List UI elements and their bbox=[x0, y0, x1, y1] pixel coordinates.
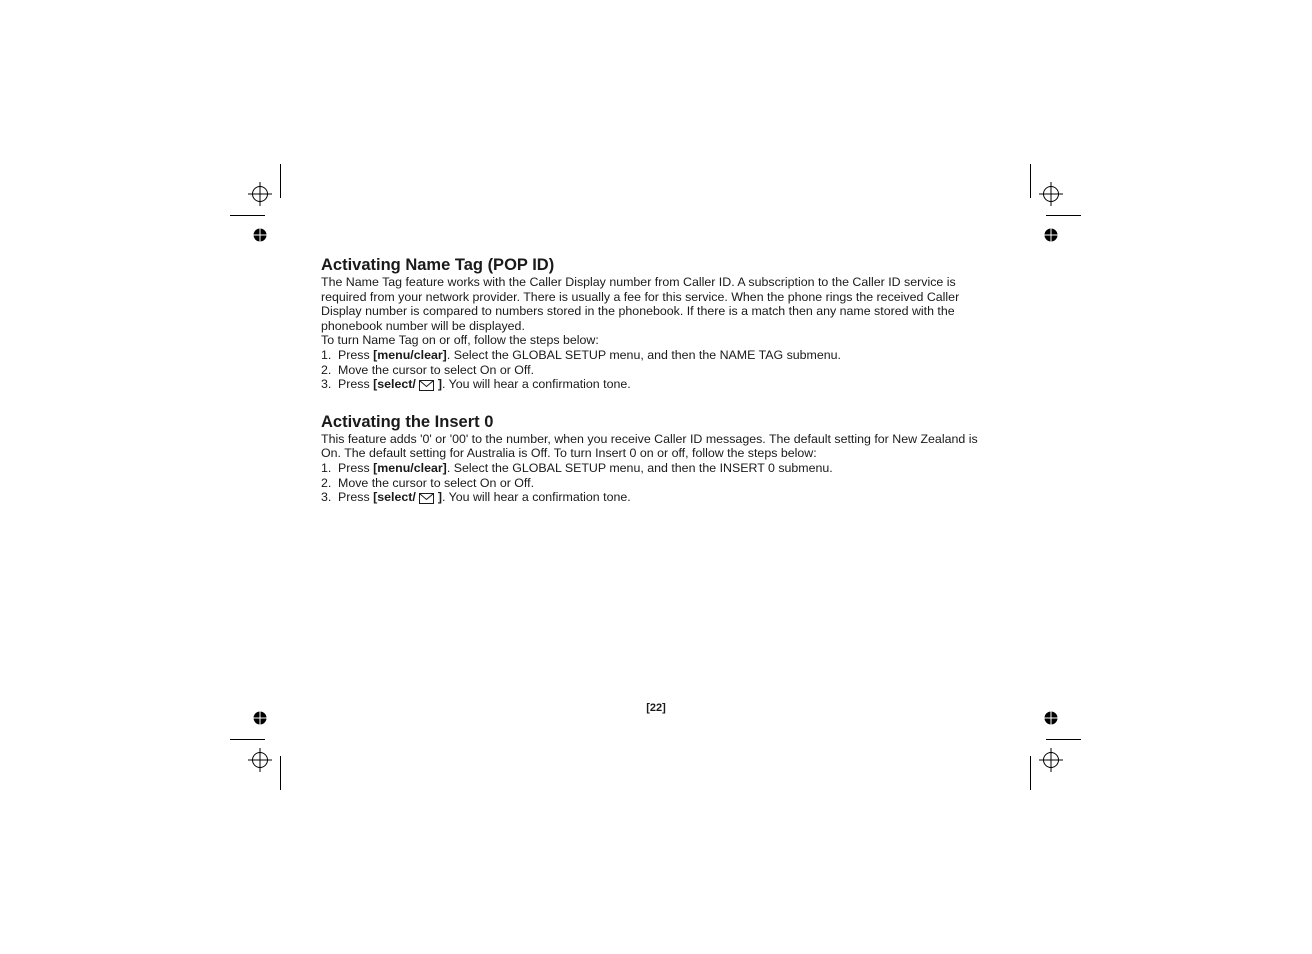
step-text bbox=[338, 461, 833, 476]
step-text-post: . You will hear a confirmation tone. bbox=[441, 490, 631, 505]
step-text-pre: Press bbox=[338, 347, 374, 362]
step-text: Move the cursor to select On or Off. bbox=[338, 362, 535, 377]
step-text-pre: Press bbox=[338, 460, 374, 475]
step-number: 3. bbox=[321, 490, 332, 505]
list-item bbox=[321, 377, 1001, 392]
list-item bbox=[321, 476, 1001, 491]
section-paragraph: To turn Name Tag on or off, follow the steps below: bbox=[321, 333, 599, 348]
step-number: 2. bbox=[321, 362, 332, 377]
step-key: [select/ bbox=[373, 377, 416, 392]
registration-target-icon bbox=[1039, 748, 1063, 772]
registration-target-icon bbox=[1039, 182, 1063, 206]
step-text-pre: Press bbox=[338, 377, 374, 392]
step-text bbox=[338, 348, 841, 363]
step-number: 3. bbox=[321, 377, 332, 392]
steps-list bbox=[321, 348, 1001, 392]
page-content bbox=[321, 256, 1001, 505]
step-text bbox=[338, 377, 631, 392]
registration-target-icon bbox=[248, 748, 272, 772]
step-text-pre: Press bbox=[338, 490, 374, 505]
section-title: Activating Name Tag (POP ID) bbox=[321, 256, 555, 274]
registration-target-icon bbox=[248, 182, 272, 206]
step-key-end: ] bbox=[437, 377, 442, 392]
steps-list bbox=[321, 461, 1001, 505]
section-paragraph: The Name Tag feature works with the Caller Display number from Caller ID. A subscription to the Caller ID service is required from your network provider. There is usually a fee for this service. When the phone rings the received Caller Display number is compared to numbers stored in the phonebook. If there is a match then any name stored with the phonebook number will be displayed. bbox=[321, 275, 960, 333]
list-item bbox=[321, 363, 1001, 378]
step-key: [select/ bbox=[373, 490, 416, 505]
list-item bbox=[321, 461, 1001, 476]
section-paragraph: This feature adds '0' or '00' to the number, when you receive Caller ID messages. The default setting for New Zealand is On. The default setting for Australia is Off. To turn Insert 0 on or off, follow the steps below: bbox=[321, 431, 978, 461]
page-number: [22] bbox=[646, 702, 666, 714]
step-number: 1. bbox=[321, 347, 332, 362]
step-text-post: . Select the GLOBAL SETUP menu, and then the NAME TAG submenu. bbox=[446, 347, 841, 362]
list-item bbox=[321, 490, 1001, 505]
envelope-icon bbox=[419, 380, 434, 391]
step-key-end: ] bbox=[437, 490, 442, 505]
step-text-post: . Select the GLOBAL SETUP menu, and then the INSERT 0 submenu. bbox=[446, 460, 833, 475]
step-key: [menu/clear] bbox=[373, 460, 447, 475]
step-text-post: . You will hear a confirmation tone. bbox=[441, 377, 631, 392]
step-text: Move the cursor to select On or Off. bbox=[338, 475, 535, 490]
list-item bbox=[321, 348, 1001, 363]
step-text bbox=[338, 490, 631, 505]
section-insert-0 bbox=[321, 413, 1001, 505]
step-number: 1. bbox=[321, 460, 332, 475]
registration-dot-icon bbox=[1043, 227, 1059, 243]
step-number: 2. bbox=[321, 475, 332, 490]
section-title: Activating the Insert 0 bbox=[321, 412, 494, 431]
envelope-icon bbox=[419, 493, 434, 504]
registration-dot-icon bbox=[252, 227, 268, 243]
section-name-tag bbox=[321, 256, 1001, 392]
step-key: [menu/clear] bbox=[373, 347, 447, 362]
